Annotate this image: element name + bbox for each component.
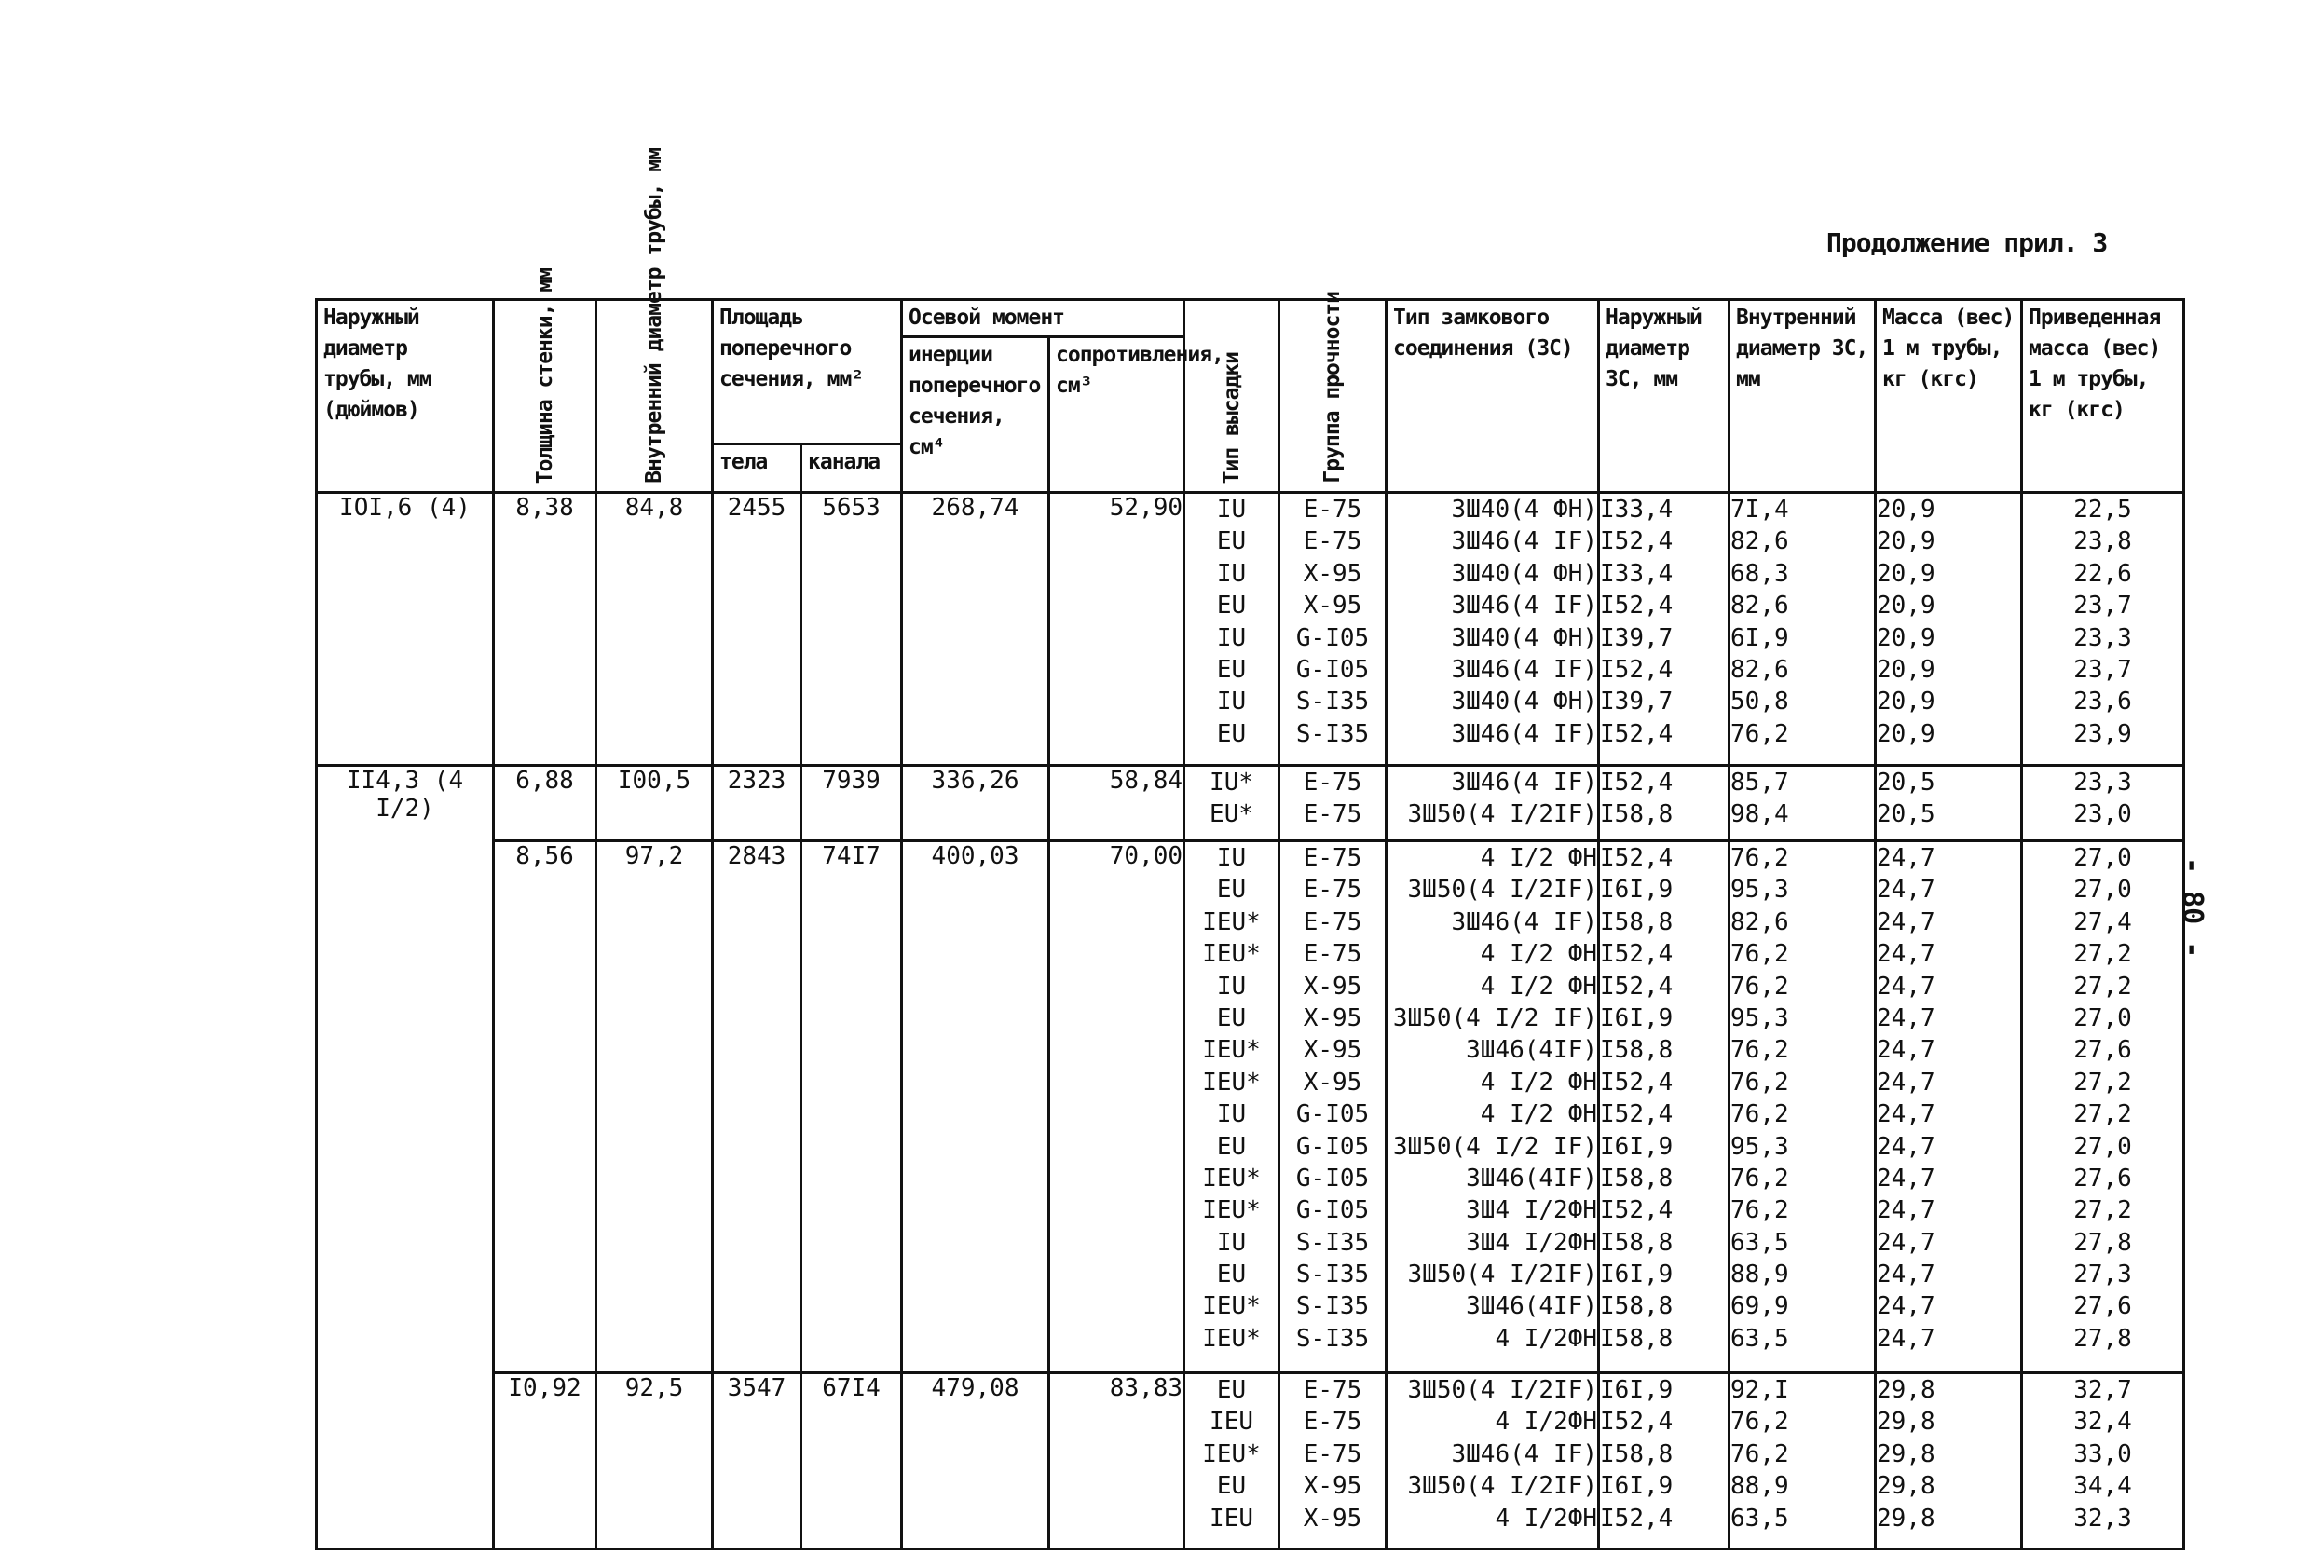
- list-item: 88,9: [1730, 1472, 1789, 1501]
- list-item: E-75: [1303, 1439, 1362, 1468]
- list-item: 4 I/2 ФН: [1480, 972, 1598, 1001]
- list-item: I52,4: [1600, 844, 1674, 872]
- list-item: 20,9: [1877, 719, 1935, 748]
- outer-diameter-value: II4,3 (4 I/2): [317, 766, 494, 1549]
- list-item: IEU*: [1202, 907, 1261, 936]
- list-item: I52,4: [1600, 1068, 1674, 1097]
- table-row: [317, 493, 2184, 766]
- list-item: 27,2: [2073, 1100, 2132, 1129]
- list-item: 23,8: [2073, 527, 2132, 556]
- list-item: 29,8: [1877, 1504, 1935, 1533]
- list-item: 50,8: [1730, 688, 1789, 716]
- col-moment-group: Осевой момент: [902, 300, 1184, 337]
- list-item: ЗШ40(4 ФН): [1451, 559, 1598, 588]
- mass-reduced-list: [2022, 493, 2184, 766]
- list-item: S-I35: [1295, 688, 1370, 716]
- list-item: EU: [1216, 1261, 1247, 1289]
- col-joint-type: Тип замкового соединения (ЗС): [1387, 300, 1599, 493]
- list-item: 27,3: [2073, 1261, 2132, 1289]
- grade-list: [1279, 766, 1387, 841]
- list-item: 27,8: [2073, 1228, 2132, 1257]
- inertia-value: 336,26: [902, 766, 1049, 841]
- list-item: ЗШ46(4IF): [1466, 1164, 1598, 1193]
- list-item: 76,2: [1730, 1068, 1789, 1097]
- list-item: ЗШ50(4 I/2IF): [1407, 876, 1598, 905]
- list-item: ЗШ46(4IF): [1466, 1292, 1598, 1321]
- list-item: 29,8: [1877, 1376, 1935, 1404]
- list-item: 23,9: [2073, 719, 2132, 748]
- list-item: 4 I/2 ФН: [1480, 1068, 1598, 1097]
- list-item: EU: [1216, 1003, 1247, 1032]
- list-item: 27,0: [2073, 1132, 2132, 1161]
- list-item: 24,7: [1877, 972, 1935, 1001]
- list-item: 76,2: [1730, 1100, 1789, 1129]
- list-item: G-I05: [1295, 655, 1370, 684]
- inner-diameter-value: 97,2: [596, 841, 713, 1373]
- list-item: 23,3: [2073, 769, 2132, 797]
- list-item: 24,7: [1877, 1228, 1935, 1257]
- list-item: ЗШ50(4 I/2 IF): [1392, 1003, 1598, 1032]
- list-item: I39,7: [1600, 688, 1674, 716]
- list-item: IU: [1216, 559, 1247, 588]
- list-item: 63,5: [1730, 1324, 1789, 1353]
- inertia-value: 268,74: [902, 493, 1049, 766]
- list-item: 20,9: [1877, 623, 1935, 652]
- list-item: G-I05: [1295, 1100, 1370, 1129]
- list-item: 76,2: [1730, 719, 1789, 748]
- list-item: 27,4: [2073, 907, 2132, 936]
- list-item: 20,9: [1877, 496, 1935, 524]
- list-item: 76,2: [1730, 940, 1789, 969]
- list-item: 95,3: [1730, 876, 1789, 905]
- list-item: 27,8: [2073, 1324, 2132, 1353]
- list-item: X-95: [1303, 1068, 1362, 1097]
- list-item: 20,5: [1877, 800, 1935, 829]
- list-item: 24,7: [1877, 1324, 1935, 1353]
- list-item: 63,5: [1730, 1504, 1789, 1533]
- list-item: I52,4: [1600, 1504, 1674, 1533]
- list-item: IEU*: [1202, 1164, 1261, 1193]
- list-item: 20,9: [1877, 688, 1935, 716]
- list-item: 69,9: [1730, 1292, 1789, 1321]
- mass-list: [1876, 1373, 2022, 1549]
- joint-type-list: [1387, 493, 1599, 766]
- col-mass-reduced: Приведенная масса (вес) 1 м трубы, кг (кгс): [2022, 300, 2184, 493]
- page-number: - 80 -: [2176, 857, 2208, 959]
- list-item: X-95: [1303, 592, 1362, 620]
- area-body-value: 2843: [713, 841, 801, 1373]
- inner-diameter-value: I00,5: [596, 766, 713, 841]
- list-item: ЗШ50(4 I/2IF): [1407, 1472, 1598, 1501]
- list-item: 24,7: [1877, 1036, 1935, 1065]
- col-moment-resist: сопротивления, см³: [1049, 337, 1184, 493]
- list-item: 24,7: [1877, 1003, 1935, 1032]
- joint-outer-list: [1599, 766, 1729, 841]
- table-body: [317, 493, 2184, 1549]
- grade-list: [1279, 493, 1387, 766]
- list-item: I58,8: [1600, 1164, 1674, 1193]
- list-item: I58,8: [1600, 1292, 1674, 1321]
- list-item: E-75: [1303, 907, 1362, 936]
- list-item: 24,7: [1877, 1132, 1935, 1161]
- list-item: 27,2: [2073, 1196, 2132, 1225]
- list-item: 76,2: [1730, 1164, 1789, 1193]
- resist-value: 52,90: [1049, 493, 1184, 766]
- list-item: 27,6: [2073, 1292, 2132, 1321]
- list-item: 76,2: [1730, 1196, 1789, 1225]
- list-item: IU: [1216, 972, 1247, 1001]
- col-joint-outer: Наружный диаметр ЗС, мм: [1599, 300, 1729, 493]
- list-item: I52,4: [1600, 655, 1674, 684]
- mass-reduced-list: [2022, 766, 2184, 841]
- list-item: 24,7: [1877, 1261, 1935, 1289]
- upset-type-list: [1184, 493, 1279, 766]
- list-item: EU: [1216, 527, 1247, 556]
- list-item: ЗШ46(4 IF): [1451, 769, 1598, 797]
- resist-value: 70,00: [1049, 841, 1184, 1373]
- area-body-value: 3547: [713, 1373, 801, 1549]
- list-item: IU: [1216, 496, 1247, 524]
- list-item: E-75: [1303, 1376, 1362, 1404]
- list-item: ЗШ46(4 IF): [1451, 655, 1598, 684]
- col-area-channel: канала: [801, 443, 902, 492]
- table-row: [317, 766, 2184, 841]
- list-item: I52,4: [1600, 972, 1674, 1001]
- list-item: 20,9: [1877, 527, 1935, 556]
- list-item: S-I35: [1295, 1228, 1370, 1257]
- list-item: ЗШ50(4 I/2IF): [1407, 1376, 1598, 1404]
- list-item: 27,0: [2073, 1003, 2132, 1032]
- list-item: I52,4: [1600, 719, 1674, 748]
- list-item: ЗШ4 I/2ФН: [1466, 1196, 1598, 1225]
- list-item: 27,2: [2073, 940, 2132, 969]
- list-item: I6I,9: [1600, 1261, 1674, 1289]
- joint-inner-list: [1729, 766, 1876, 841]
- list-item: 29,8: [1877, 1472, 1935, 1501]
- list-item: ЗШ50(4 I/2IF): [1407, 1261, 1598, 1289]
- list-item: EU: [1216, 1132, 1247, 1161]
- mass-list: [1876, 766, 2022, 841]
- list-item: 24,7: [1877, 1196, 1935, 1225]
- list-item: 82,6: [1730, 527, 1789, 556]
- list-item: IEU*: [1202, 1036, 1261, 1065]
- list-item: I33,4: [1600, 559, 1674, 588]
- list-item: ЗШ50(4 I/2IF): [1407, 800, 1598, 829]
- list-item: 24,7: [1877, 1068, 1935, 1097]
- list-item: I58,8: [1600, 1228, 1674, 1257]
- col-area-group: Площадь поперечного сечения, мм²: [713, 300, 902, 444]
- list-item: IEU*: [1202, 1439, 1261, 1468]
- continuation-note: Продолжение прил. 3: [1826, 227, 2108, 258]
- joint-inner-list: [1729, 1373, 1876, 1549]
- list-item: 23,3: [2073, 623, 2132, 652]
- list-item: ЗШ40(4 ФН): [1451, 688, 1598, 716]
- list-item: 34,4: [2073, 1472, 2132, 1501]
- list-item: G-I05: [1295, 1196, 1370, 1225]
- list-item: 95,3: [1730, 1003, 1789, 1032]
- list-item: 23,0: [2073, 800, 2132, 829]
- list-item: 76,2: [1730, 844, 1789, 872]
- area-channel-value: 7939: [801, 766, 902, 841]
- list-item: I52,4: [1600, 592, 1674, 620]
- wall-value: 8,38: [494, 493, 596, 766]
- list-item: 82,6: [1730, 655, 1789, 684]
- mass-list: [1876, 841, 2022, 1373]
- list-item: E-75: [1303, 800, 1362, 829]
- area-body-value: 2455: [713, 493, 801, 766]
- list-item: IU*: [1210, 769, 1254, 797]
- joint-inner-list: [1729, 841, 1876, 1373]
- list-item: E-75: [1303, 1408, 1362, 1437]
- list-item: 29,8: [1877, 1439, 1935, 1468]
- list-item: ЗШ40(4 ФН): [1451, 623, 1598, 652]
- list-item: 27,2: [2073, 1068, 2132, 1097]
- table-row: [317, 841, 2184, 1373]
- col-mass: Масса (вес) 1 м трубы, кг (кгс): [1876, 300, 2022, 493]
- list-item: EU: [1216, 719, 1247, 748]
- list-item: ЗШ50(4 I/2 IF): [1392, 1132, 1598, 1161]
- list-item: I52,4: [1600, 1196, 1674, 1225]
- list-item: X-95: [1303, 1003, 1362, 1032]
- list-item: ЗШ46(4 IF): [1451, 1439, 1598, 1468]
- list-item: I58,8: [1600, 907, 1674, 936]
- list-item: S-I35: [1295, 1324, 1370, 1353]
- list-item: 23,6: [2073, 688, 2132, 716]
- list-item: 76,2: [1730, 1408, 1789, 1437]
- list-item: 24,7: [1877, 1292, 1935, 1321]
- list-item: 24,7: [1877, 876, 1935, 905]
- list-item: I39,7: [1600, 623, 1674, 652]
- joint-type-list: [1387, 1373, 1599, 1549]
- list-item: I6I,9: [1600, 1132, 1674, 1161]
- list-item: 20,9: [1877, 559, 1935, 588]
- list-item: IU: [1216, 1228, 1247, 1257]
- wall-value: 8,56: [494, 841, 596, 1373]
- inner-diameter-value: 84,8: [596, 493, 713, 766]
- list-item: IU: [1216, 844, 1247, 872]
- list-item: EU: [1216, 655, 1247, 684]
- mass-reduced-list: [2022, 841, 2184, 1373]
- area-channel-value: 74I7: [801, 841, 902, 1373]
- list-item: 4 I/2ФН: [1495, 1408, 1598, 1437]
- list-item: 27,0: [2073, 844, 2132, 872]
- mass-list: [1876, 493, 2022, 766]
- list-item: E-75: [1303, 940, 1362, 969]
- list-item: 63,5: [1730, 1228, 1789, 1257]
- list-item: I58,8: [1600, 1036, 1674, 1065]
- joint-outer-list: [1599, 493, 1729, 766]
- list-item: EU: [1216, 876, 1247, 905]
- list-item: EU: [1216, 1472, 1247, 1501]
- list-item: ЗШ46(4 IF): [1451, 719, 1598, 748]
- list-item: 23,7: [2073, 592, 2132, 620]
- col-grade: Группа прочности: [1279, 300, 1387, 493]
- list-item: I52,4: [1600, 1408, 1674, 1437]
- list-item: G-I05: [1295, 1164, 1370, 1193]
- list-item: ЗШ4 I/2ФН: [1466, 1228, 1598, 1257]
- grade-list: [1279, 1373, 1387, 1549]
- joint-inner-list: [1729, 493, 1876, 766]
- list-item: X-95: [1303, 972, 1362, 1001]
- list-item: 6I,9: [1730, 623, 1789, 652]
- list-item: E-75: [1303, 844, 1362, 872]
- upset-type-list: [1184, 1373, 1279, 1549]
- col-joint-inner: Внутренний диаметр ЗС, мм: [1729, 300, 1876, 493]
- list-item: 24,7: [1877, 907, 1935, 936]
- list-item: 27,0: [2073, 876, 2132, 905]
- list-item: 20,9: [1877, 592, 1935, 620]
- list-item: IEU*: [1202, 1068, 1261, 1097]
- list-item: IEU*: [1202, 1292, 1261, 1321]
- list-item: E-75: [1303, 527, 1362, 556]
- list-item: I58,8: [1600, 800, 1674, 829]
- list-item: I58,8: [1600, 1439, 1674, 1468]
- list-item: E-75: [1303, 876, 1362, 905]
- list-item: X-95: [1303, 559, 1362, 588]
- list-item: IU: [1216, 1100, 1247, 1129]
- list-item: 22,5: [2073, 496, 2132, 524]
- area-body-value: 2323: [713, 766, 801, 841]
- list-item: EU: [1216, 592, 1247, 620]
- list-item: ЗШ40(4 ФН): [1451, 496, 1598, 524]
- wall-value: I0,92: [494, 1373, 596, 1549]
- list-item: 32,3: [2073, 1504, 2132, 1533]
- list-item: G-I05: [1295, 1132, 1370, 1161]
- list-item: 27,6: [2073, 1036, 2132, 1065]
- list-item: 4 I/2 ФН: [1480, 844, 1598, 872]
- list-item: 88,9: [1730, 1261, 1789, 1289]
- inertia-value: 479,08: [902, 1373, 1049, 1549]
- list-item: 20,5: [1877, 769, 1935, 797]
- list-item: ЗШ46(4IF): [1466, 1036, 1598, 1065]
- list-item: I52,4: [1600, 940, 1674, 969]
- list-item: S-I35: [1295, 1261, 1370, 1289]
- list-item: I52,4: [1600, 769, 1674, 797]
- list-item: 4 I/2 ФН: [1480, 1100, 1598, 1129]
- list-item: EU*: [1210, 800, 1254, 829]
- list-item: 23,7: [2073, 655, 2132, 684]
- list-item: 27,2: [2073, 972, 2132, 1001]
- list-item: 4 I/2ФН: [1495, 1324, 1598, 1353]
- list-item: 24,7: [1877, 940, 1935, 969]
- col-upset-type: Тип высадки: [1184, 300, 1279, 493]
- resist-value: 83,83: [1049, 1373, 1184, 1549]
- list-item: IEU: [1210, 1408, 1254, 1437]
- col-inner: Внутренний диаметр трубы, мм: [596, 300, 713, 493]
- list-item: 98,4: [1730, 800, 1789, 829]
- list-item: ЗШ46(4 IF): [1451, 592, 1598, 620]
- list-item: IU: [1216, 623, 1247, 652]
- list-item: 22,6: [2073, 559, 2132, 588]
- list-item: EU: [1216, 1376, 1247, 1404]
- mass-reduced-list: [2022, 1373, 2184, 1549]
- list-item: I52,4: [1600, 1100, 1674, 1129]
- joint-outer-list: [1599, 841, 1729, 1373]
- col-outer-diameter: Наружный диаметр трубы, мм (дюймов): [317, 300, 494, 493]
- list-item: X-95: [1303, 1036, 1362, 1065]
- list-item: I58,8: [1600, 1324, 1674, 1353]
- joint-type-list: [1387, 841, 1599, 1373]
- list-item: 24,7: [1877, 1100, 1935, 1129]
- table-row: [317, 1373, 2184, 1549]
- list-item: S-I35: [1295, 1292, 1370, 1321]
- list-item: 68,3: [1730, 559, 1789, 588]
- resist-value: 58,84: [1049, 766, 1184, 841]
- area-channel-value: 5653: [801, 493, 902, 766]
- list-item: IU: [1216, 688, 1247, 716]
- list-item: S-I35: [1295, 719, 1370, 748]
- list-item: 4 I/2 ФН: [1480, 940, 1598, 969]
- list-item: 4 I/2ФН: [1495, 1504, 1598, 1533]
- list-item: ЗШ46(4 IF): [1451, 527, 1598, 556]
- list-item: 33,0: [2073, 1439, 2132, 1468]
- inertia-value: 400,03: [902, 841, 1049, 1373]
- list-item: 32,4: [2073, 1408, 2132, 1437]
- list-item: IEU: [1210, 1504, 1254, 1533]
- list-item: 82,6: [1730, 907, 1789, 936]
- outer-diameter-value: IOI,6 (4): [317, 493, 494, 766]
- list-item: 27,6: [2073, 1164, 2132, 1193]
- list-item: X-95: [1303, 1472, 1362, 1501]
- list-item: I6I,9: [1600, 876, 1674, 905]
- list-item: I6I,9: [1600, 1472, 1674, 1501]
- list-item: 7I,4: [1730, 496, 1789, 524]
- list-item: 92,I: [1730, 1376, 1789, 1404]
- list-item: 95,3: [1730, 1132, 1789, 1161]
- joint-type-list: [1387, 766, 1599, 841]
- list-item: E-75: [1303, 769, 1362, 797]
- col-moment-inertia: инерции поперечного сечения, см⁴: [902, 337, 1049, 493]
- col-wall: Толщина стенки, мм: [494, 300, 596, 493]
- list-item: 76,2: [1730, 1439, 1789, 1468]
- upset-type-list: [1184, 766, 1279, 841]
- list-item: I33,4: [1600, 496, 1674, 524]
- list-item: I52,4: [1600, 527, 1674, 556]
- col-area-body: тела: [713, 443, 801, 492]
- list-item: IEU*: [1202, 1324, 1261, 1353]
- list-item: IEU*: [1202, 1196, 1261, 1225]
- joint-outer-list: [1599, 1373, 1729, 1549]
- list-item: E-75: [1303, 496, 1362, 524]
- list-item: I6I,9: [1600, 1003, 1674, 1032]
- list-item: 32,7: [2073, 1376, 2132, 1404]
- list-item: ЗШ46(4 IF): [1451, 907, 1598, 936]
- list-item: IEU*: [1202, 940, 1261, 969]
- upset-type-list: [1184, 841, 1279, 1373]
- list-item: I6I,9: [1600, 1376, 1674, 1404]
- list-item: 76,2: [1730, 972, 1789, 1001]
- list-item: 24,7: [1877, 844, 1935, 872]
- area-channel-value: 67I4: [801, 1373, 902, 1549]
- list-item: 20,9: [1877, 655, 1935, 684]
- list-item: 76,2: [1730, 1036, 1789, 1065]
- wall-value: 6,88: [494, 766, 596, 841]
- list-item: 24,7: [1877, 1164, 1935, 1193]
- list-item: 29,8: [1877, 1408, 1935, 1437]
- list-item: 82,6: [1730, 592, 1789, 620]
- list-item: 85,7: [1730, 769, 1789, 797]
- list-item: G-I05: [1295, 623, 1370, 652]
- grade-list: [1279, 841, 1387, 1373]
- list-item: X-95: [1303, 1504, 1362, 1533]
- inner-diameter-value: 92,5: [596, 1373, 713, 1549]
